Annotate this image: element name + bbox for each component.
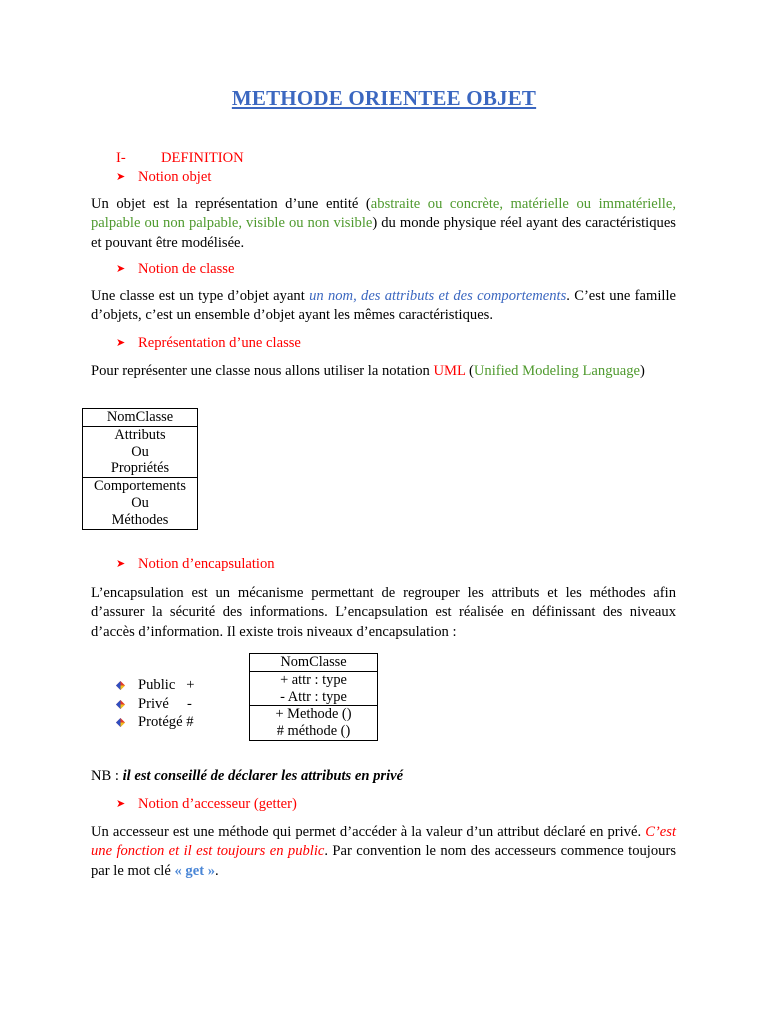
heading-text: Notion d’accesseur (getter): [138, 796, 297, 812]
uml-class-name: [250, 654, 377, 671]
heading-text: Notion d’encapsulation: [138, 556, 275, 572]
uml-line: Ou: [131, 443, 149, 460]
text-run: Pour représenter une classe nous allons utiliser la notation: [91, 363, 434, 379]
heading-representation: [116, 335, 301, 352]
uml-line: # méthode (): [276, 723, 351, 740]
nb-prefix: NB :: [91, 768, 123, 784]
list-item-label: Public +: [138, 677, 195, 693]
page-title: METHODE ORIENTEE OBJET: [231, 86, 537, 110]
section-number: I-: [116, 150, 126, 166]
uml-line: Méthodes: [111, 511, 169, 528]
text-run: . Par convention le nom des accesseurs commence toujours par le mot clé: [91, 843, 676, 879]
heading-notion-classe: [116, 261, 234, 278]
diamond-bullet-icon: [116, 718, 125, 727]
text-run-green: Unified Modeling Language: [473, 363, 641, 379]
text-run-green: abstraite ou concrète, matérielle ou immatérielle, palpable ou non palpable, visible ou non visible: [91, 196, 676, 232]
text-run: .: [215, 862, 219, 879]
heading-text: Notion objet: [138, 169, 212, 185]
text-run-italic-blue: un nom, des attributs et des comportements: [309, 288, 567, 304]
uml-class-name-text: NomClasse: [106, 409, 174, 425]
nb-text: il est conseillé de déclarer les attributs en privé: [122, 768, 404, 784]
paragraph-accesseur: [91, 823, 676, 881]
uml-line: Comportements: [94, 478, 186, 495]
uml-class-diagram-generic: [82, 408, 198, 530]
uml-attributes-section: [250, 671, 377, 706]
text-run: ): [640, 363, 645, 379]
uml-line: Ou: [131, 494, 149, 511]
uml-line: + attr : type: [280, 671, 347, 688]
text-run: (: [465, 363, 474, 379]
heading-encapsulation: [116, 556, 275, 573]
text-run: Une classe est un type d’objet ayant: [91, 288, 310, 304]
uml-attributes-section: [83, 426, 197, 477]
arrow-bullet-icon: ➤: [116, 337, 126, 349]
text-run: Un objet est la représentation d’une entité (: [91, 196, 371, 212]
arrow-bullet-icon: ➤: [116, 263, 126, 275]
text-run: Un accesseur est une méthode qui permet d’accéder à la valeur d’un attribut déclaré en privé.: [91, 824, 646, 840]
uml-line: Attributs: [114, 426, 166, 443]
heading-accesseur: [116, 796, 297, 813]
uml-line: - Attr : type: [280, 688, 347, 705]
note-nb: [91, 768, 403, 785]
paragraph-representation: [91, 362, 676, 381]
uml-methods-section: [250, 705, 377, 740]
uml-class-name-text: NomClasse: [280, 654, 347, 670]
text-run-italic-red: C’est une fonction et il est toujours en public: [91, 824, 676, 860]
list-item-label: Privé -: [138, 695, 192, 712]
uml-line: + Methode (): [275, 706, 352, 723]
diamond-bullet-icon: [116, 681, 125, 690]
section-heading-definition: [116, 150, 244, 167]
diamond-bullet-icon: [116, 700, 125, 709]
paragraph-encapsulation: L’encapsulation est un mécanisme permettant de regrouper les attributs et les méthodes afin d’assurer la sécurité des informations. L’encapsulation est réalisée en définissant des niveaux d’accès d’information. Il existe trois niveaux d’encapsulation :: [91, 585, 676, 640]
heading-notion-objet: [116, 169, 211, 186]
arrow-bullet-icon: ➤: [116, 171, 126, 183]
heading-text: Représentation d’une classe: [138, 335, 301, 351]
text-run: . C’est une famille d’objets, c’est un ensemble d’objet ayant les mêmes caractéristiques.: [91, 288, 676, 324]
paragraph-notion-classe: [91, 287, 676, 326]
arrow-bullet-icon: ➤: [116, 558, 126, 570]
uml-line: Propriétés: [110, 460, 170, 477]
heading-text: Notion de classe: [138, 261, 235, 277]
list-item-label: Protégé #: [138, 714, 194, 731]
uml-class-name: [83, 409, 197, 426]
uml-methods-section: [83, 477, 197, 528]
text-run-red: UML: [433, 363, 466, 379]
section-label: DEFINITION: [161, 150, 244, 166]
text-run-get-keyword: « get »: [174, 862, 216, 879]
paragraph-notion-objet: [91, 195, 676, 253]
arrow-bullet-icon: ➤: [116, 798, 126, 810]
text-run: ) du monde physique réel ayant des caractéristiques et pouvant être modélisée.: [91, 215, 676, 251]
uml-class-diagram-encapsulation: [249, 653, 378, 741]
